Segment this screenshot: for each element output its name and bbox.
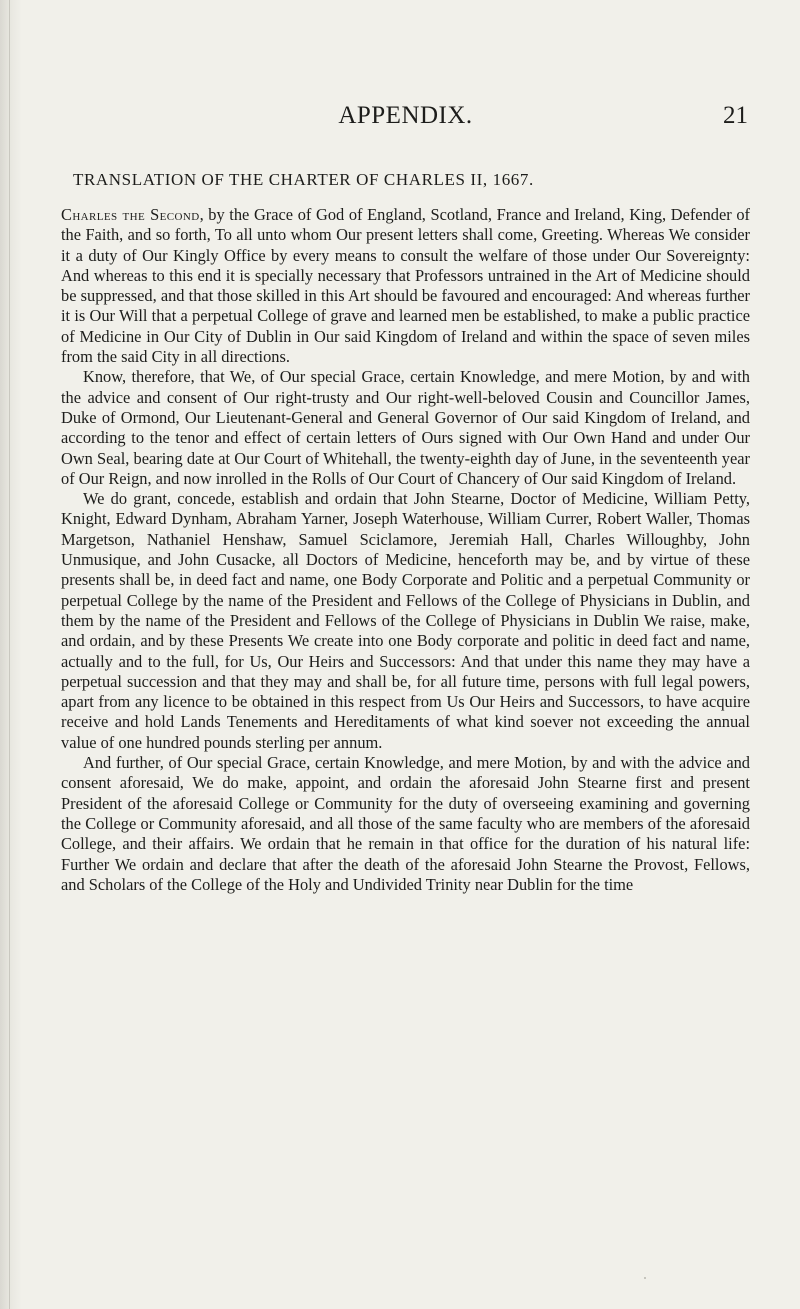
paragraph-preamble: Charles the Second, by the Grace of God of England, Scotland, France and Ireland, King, Defender of the Faith, and so forth, To all unto whom Our present letters shall come, Greeting. Whereas We consider it a duty of Our Kingly Office by every means to consult the welfare of those under Our Sovereignty: And whereas to this end it is specially necessary that Professors untrained in the Art of Medicine should be suppressed, and that those skilled in this Art should be favoured and encouraged: And whereas further it is Our Will that a perpetual College of grave and learned men be established, to make a public practice of Medicine in Our City of Dublin in Our said Kingdom of Ireland and within the space of seven miles from the said City in all directions. xyxy=(61,205,750,367)
paper-speck xyxy=(644,1277,646,1279)
paragraph-appoint-president: And further, of Our special Grace, certain Knowledge, and mere Motion, by and with the advice and consent aforesaid, We do make, appoint, and ordain the aforesaid John Stearne first and present President of the aforesaid College or Community for the duty of overseeing examining and governing the College or Community aforesaid, and all those of the same faculty who are members of the aforesaid College, and their affairs. We ordain that he remain in that office for the duration of his natural life: Further We ordain and declare that after the death of the aforesaid John Stearne the Provost, Fellows, and Scholars of the College of the Holy and Undivided Trinity near Dublin for the time xyxy=(61,753,750,894)
opening-small-caps: Charles the Second xyxy=(61,205,200,224)
running-head-title: APPENDIX. xyxy=(338,102,473,129)
document-body xyxy=(61,205,750,895)
paragraph-know-therefore: Know, therefore, that We, of Our special Grace, certain Knowledge, and mere Motion, by and with the advice and consent of Our right-trusty and Our right-well-beloved Cousin and Councillor James, Duke of Ormond, Our Lieutenant-General and General Governor of Our said Kingdom of Ireland, and according to the tenor and effect of certain letters of Ours signed with Our Own Hand and under Our Own Seal, bearing date at Our Court of Whitehall, the twenty-eighth day of June, in the seventeenth year of Our Reign, and now inrolled in the Rolls of Our Court of Chancery of Our said Kingdom of Ireland. xyxy=(61,367,750,488)
binding-gutter-shadow xyxy=(0,0,22,1309)
document-title: TRANSLATION OF THE CHARTER OF CHARLES II, 1667. xyxy=(73,170,534,189)
paragraph-grant-and-ordain: We do grant, concede, establish and ordain that John Stearne, Doctor of Medicine, William Petty, Knight, Edward Dynham, Abraham Yarner, Joseph Waterhouse, William Currer, Robert Waller, Thomas Margetson, Nathaniel Henshaw, Samuel Sciclamore, Jeremiah Hall, Charles Willoughby, John Unmusique, and John Cusacke, all Doctors of Medicine, henceforth may be, and by virtue of these presents shall be, in deed fact and name, one Body Corporate and Politic and a perpetual Community or perpetual College by the name of the President and Fellows of the College of Physicians in Dublin, and them by the name of the President and Fellows of the College of Physicians in Dublin We raise, make, and ordain, and by these Presents We create into one Body corporate and politic in deed fact and name, actually and to the full, for Us, Our Heirs and Successors: And that under this name they may have a perpetual succession and that they may and shall be, for all future time, persons with full legal powers, apart from any licence to be obtained in this respect from Us Our Heirs and Successors, to have acquire receive and hold Lands Tenements and Hereditaments of what kind soever not exceeding the annual value of one hundred pounds sterling per annum. xyxy=(61,489,750,752)
running-head xyxy=(61,102,750,142)
book-page xyxy=(61,0,750,1309)
page-number: 21 xyxy=(723,102,748,129)
binding-gutter-line xyxy=(9,0,10,1309)
